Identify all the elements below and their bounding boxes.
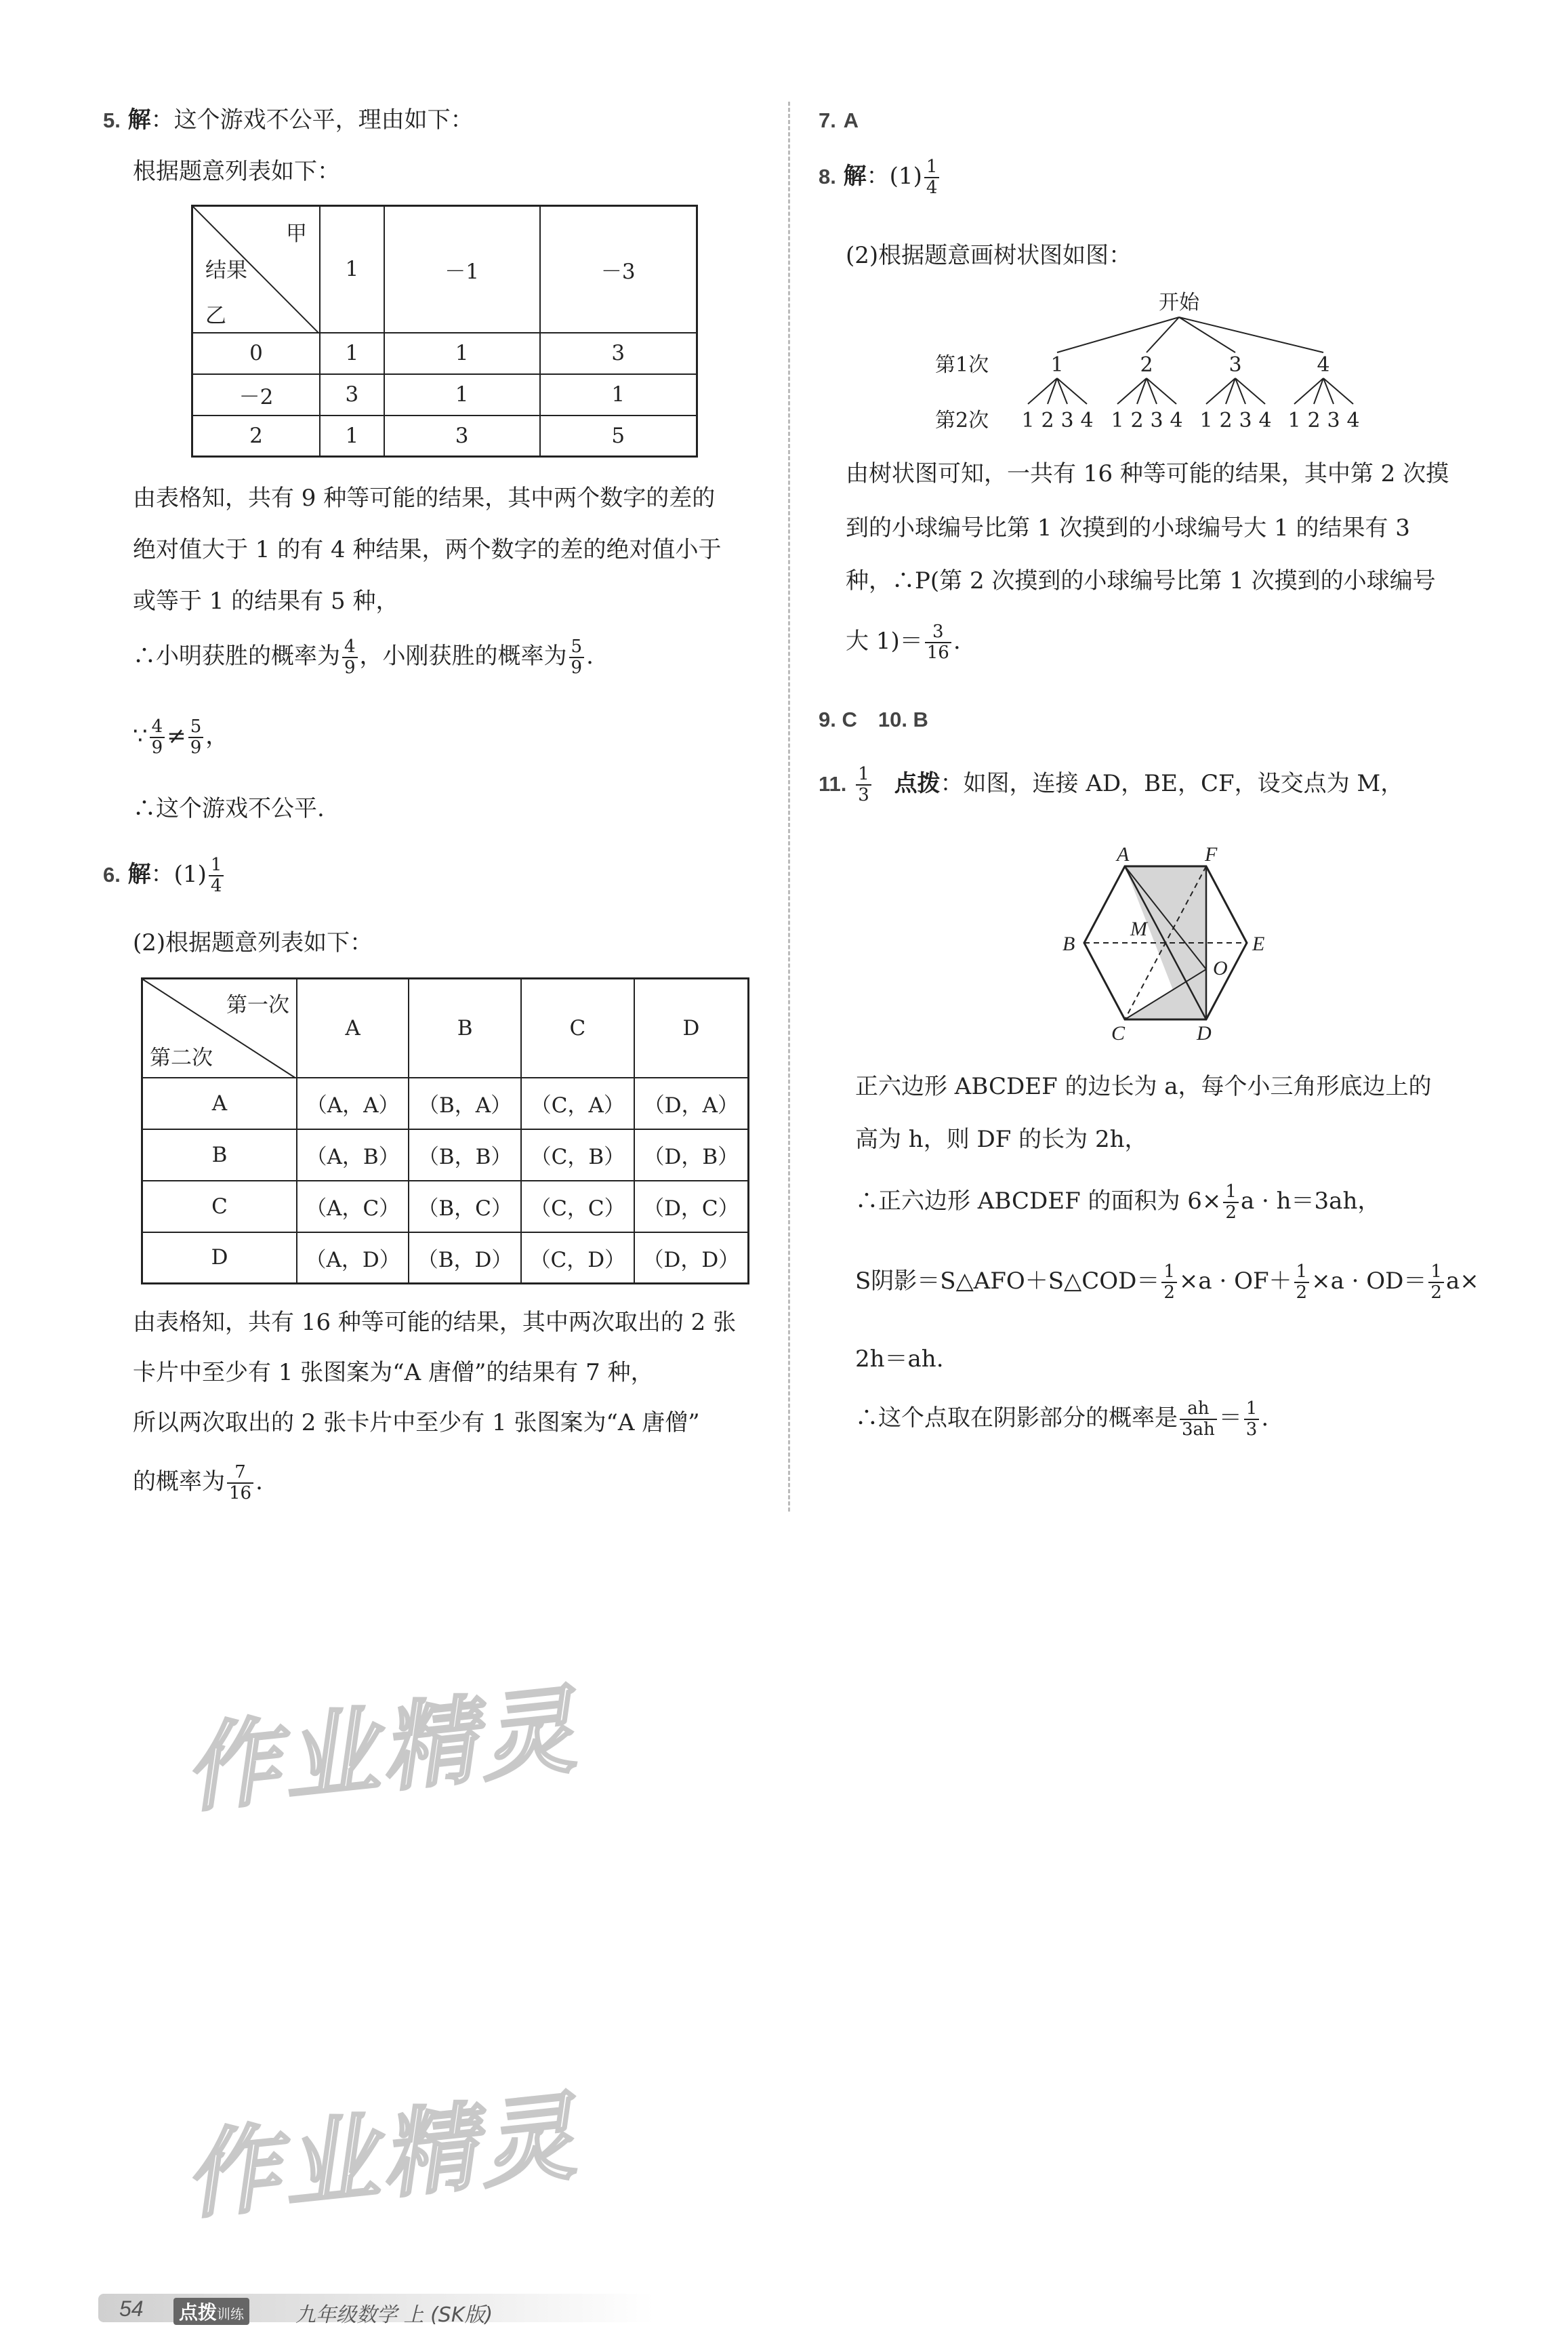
q5-cell: 3 <box>540 333 697 374</box>
tree-node: 2 <box>1140 353 1153 377</box>
q11-text-5: 2h＝ah. <box>855 1345 944 1373</box>
q5-cell: 1 <box>320 416 384 457</box>
tree-node: 3 <box>1229 353 1242 377</box>
q5-col-header: －1 <box>384 206 540 333</box>
q5-col-header: －3 <box>540 206 697 333</box>
point-M: M <box>1130 918 1147 940</box>
q6-col-header: A <box>297 979 409 1078</box>
fraction: $\frac{7}{16}$ <box>227 1463 253 1503</box>
q5-cell: 3 <box>384 416 540 457</box>
q6-cell: （D，C） <box>634 1181 749 1232</box>
point-O: O <box>1213 957 1228 979</box>
fraction: $\frac{1}{2}$ <box>1428 1262 1444 1302</box>
q6-row-header: D <box>142 1232 297 1284</box>
q6-cell: （A，B） <box>297 1129 409 1181</box>
q5-text-4: ∴小明获胜的概率为 $\frac{4}{9}$ ，小刚获胜的概率为 $\frac{5}{9}$ . <box>133 636 594 678</box>
q6-table <box>141 977 749 1284</box>
q8-intro: (2)根据题意画树状图如图： <box>846 242 1132 269</box>
tree-leaf: 3 <box>1150 409 1163 432</box>
tree-leaf: 2 <box>1041 409 1054 432</box>
fraction: $\frac{1}{3}$ <box>1244 1399 1260 1439</box>
tree-leaf: 4 <box>1080 409 1094 432</box>
q6-cell: （B，A） <box>409 1078 521 1129</box>
fraction: $\frac{3}{16}$ <box>925 622 951 662</box>
fraction: $\frac{4}{9}$ <box>150 717 165 757</box>
page-number: 54 <box>119 2296 144 2321</box>
q5-text-3: 或等于 1 的结果有 5 种， <box>133 588 399 615</box>
book-title: 九年级数学 上 (SK版) <box>295 2303 493 2327</box>
point-C: C <box>1111 1022 1126 1045</box>
fraction: $\frac{1}{2}$ <box>1294 1262 1310 1302</box>
q6-intro: (2)根据题意列表如下： <box>133 929 373 956</box>
fraction: $\frac{1}{2}$ <box>1223 1182 1239 1222</box>
q6-cell: （D，D） <box>634 1232 749 1284</box>
q6-cell: （C，C） <box>521 1181 634 1232</box>
q6-text-3: 所以两次取出的 2 张卡片中至少有 1 张图案为“A 唐僧” <box>133 1409 700 1436</box>
tree-level2-label: 第2次 <box>935 409 989 432</box>
fraction: $\frac{5}{9}$ <box>188 717 204 757</box>
q5-cell: 1 <box>384 333 540 374</box>
q6-cell: （A，A） <box>297 1078 409 1129</box>
q6-cell: （B，B） <box>409 1129 521 1181</box>
tree-leaf: 1 <box>1287 409 1301 432</box>
tree-leaf: 2 <box>1219 409 1233 432</box>
tree-root: 开始 <box>1159 291 1199 315</box>
tree-leaf: 2 <box>1307 409 1321 432</box>
q5-text-2: 绝对值大于 1 的有 4 种结果，两个数字的差的绝对值小于 <box>133 536 722 563</box>
q8-heading: 8. 解：(1) $\frac{1}{4}$ <box>819 157 941 198</box>
point-B: B <box>1062 933 1075 955</box>
q6-cell: （C，D） <box>521 1232 634 1284</box>
watermark: 作业精灵 <box>179 2081 585 2233</box>
q5-cell: 1 <box>540 374 697 416</box>
q6-cell: （C，A） <box>521 1078 634 1129</box>
tree-leaf: 1 <box>1021 409 1035 432</box>
tree-node: 4 <box>1317 353 1330 377</box>
q9-q10-answers: 9. C 10. B <box>819 708 928 731</box>
q7: 7. A <box>819 108 859 132</box>
q5-cell: 1 <box>320 333 384 374</box>
tree-leaf: 4 <box>1346 409 1360 432</box>
column-divider <box>788 102 790 1512</box>
q6-cell: （C，B） <box>521 1129 634 1181</box>
q6-cell: （A，D） <box>297 1232 409 1284</box>
q6-heading: 6. 解：(1) $\frac{1}{4}$ <box>103 855 226 896</box>
q8-text-3: 种，∴P(第 2 次摸到的小球编号比第 1 次摸到的小球编号 <box>846 567 1436 594</box>
q5-table <box>191 205 698 458</box>
q5-intro: 根据题意列表如下： <box>133 158 340 185</box>
q5-text-5: ∵ $\frac{4}{9}$ ≠ $\frac{5}{9}$ ， <box>133 716 229 758</box>
tree-leaf: 3 <box>1327 409 1340 432</box>
tree-leaf: 1 <box>1111 409 1124 432</box>
q6-col-header: C <box>521 979 634 1078</box>
q6-row-header: C <box>142 1181 297 1232</box>
q5-cell: 3 <box>320 374 384 416</box>
q11-text-6: ∴这个点取在阴影部分的概率是 $\frac{ah}{3ah}$ ＝ $\frac{1}{3}$ . <box>855 1398 1269 1440</box>
q6-row-header: A <box>142 1078 297 1129</box>
q5-row-header: 0 <box>192 333 321 374</box>
q5-row-header: 2 <box>192 416 321 457</box>
q5-text-1: 由表格知，共有 9 种等可能的结果，其中两个数字的差的 <box>133 485 716 512</box>
fraction: $\frac{1}{4}$ <box>209 855 224 895</box>
tree-level1-label: 第1次 <box>935 353 989 377</box>
q8-text-2: 到的小球编号比第 1 次摸到的小球编号大 1 的结果有 3 <box>846 514 1410 542</box>
fraction: $\frac{4}{9}$ <box>342 637 358 677</box>
tree-leaf: 4 <box>1258 409 1272 432</box>
q8-text-1: 由树状图可知，一共有 16 种等可能的结果，其中第 2 次摸 <box>846 460 1449 487</box>
fraction: $\frac{1}{4}$ <box>924 157 940 197</box>
fraction: $\frac{1}{2}$ <box>1161 1262 1177 1302</box>
point-F: F <box>1205 843 1218 866</box>
q6-cell: （B，C） <box>409 1181 521 1232</box>
q8-tree-diagram <box>935 285 1376 441</box>
q5-col-header: 1 <box>320 206 384 333</box>
q6-text-1: 由表格知，共有 16 种等可能的结果，其中两次取出的 2 张 <box>133 1309 737 1336</box>
brand-logo: 点拨训练 <box>173 2298 249 2325</box>
q6-cell: （A，C） <box>297 1181 409 1232</box>
q6-text-2: 卡片中至少有 1 张图案为“A 唐僧”的结果有 7 种， <box>133 1359 654 1386</box>
q11-text-3: ∴正六边形 ABCDEF 的面积为 6× $\frac{1}{2}$ a · h＝3ah， <box>855 1181 1381 1223</box>
q5-table-diagonal-header: 甲 结果 乙 <box>192 206 321 333</box>
fraction: $\frac{5}{9}$ <box>569 637 585 677</box>
q6-row-header: B <box>142 1129 297 1181</box>
q11-heading: 11. $\frac{1}{3}$ 点拨：如图，连接 AD，BE，CF，设交点为 M， <box>819 764 1404 805</box>
hint-tag: 点拨 <box>894 770 941 797</box>
q5-heading: 5. 解：这个游戏不公平，理由如下： <box>103 106 474 134</box>
q5-row-header: －2 <box>192 374 321 416</box>
watermark: 作业精灵 <box>179 1674 585 1827</box>
tree-leaf: 3 <box>1239 409 1252 432</box>
point-E: E <box>1252 933 1265 955</box>
q11-text-1: 正六边形 ABCDEF 的边长为 a，每个小三角形底边上的 <box>855 1073 1432 1100</box>
tree-leaf: 2 <box>1130 409 1144 432</box>
q6-cell: （B，D） <box>409 1232 521 1284</box>
q6-col-header: B <box>409 979 521 1078</box>
q6-col-header: D <box>634 979 749 1078</box>
q6-cell: （D，B） <box>634 1129 749 1181</box>
tree-node: 1 <box>1050 353 1064 377</box>
q6-cell: （D，A） <box>634 1078 749 1129</box>
q5-cell: 1 <box>384 374 540 416</box>
q6-text-4: 的概率为 $\frac{7}{16}$ . <box>133 1462 263 1503</box>
q5-conclusion: ∴这个游戏不公平. <box>133 795 325 822</box>
q11-text-4: S阴影＝S△AFO＋S△COD＝ $\frac{1}{2}$ ×a · OF＋ $\frac{1}{2}$ ×a · OD＝ $\frac{1}{2}$ a× <box>855 1261 1479 1303</box>
fraction: $\frac{1}{3}$ <box>856 765 871 805</box>
point-D: D <box>1197 1022 1212 1045</box>
q5-cell: 5 <box>540 416 697 457</box>
q11-text-2: 高为 h，则 DF 的长为 2h， <box>855 1126 1148 1153</box>
fraction: $\frac{ah}{3ah}$ <box>1180 1399 1217 1439</box>
q8-text-4: 大 1)＝ $\frac{3}{16}$ . <box>846 622 961 663</box>
q6-table-diagonal-header: 第一次 第二次 <box>142 979 297 1078</box>
tree-leaf: 4 <box>1170 409 1183 432</box>
point-A: A <box>1117 843 1130 866</box>
tree-leaf: 1 <box>1199 409 1213 432</box>
tree-leaf: 3 <box>1060 409 1074 432</box>
q11-hexagon-diagram <box>1044 842 1315 1045</box>
